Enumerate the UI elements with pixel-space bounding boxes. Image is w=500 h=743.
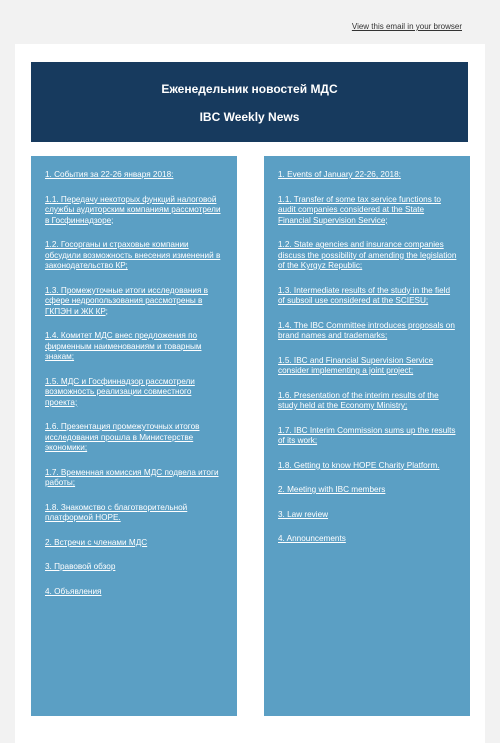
toc-item[interactable] <box>45 587 225 598</box>
toc-item[interactable] <box>278 534 458 545</box>
toc-item-link[interactable]: 2. Встречи с членами МДС <box>45 537 148 547</box>
toc-item[interactable] <box>45 170 225 181</box>
left-column-russian <box>31 156 237 716</box>
toc-item-link[interactable]: 4. Объявления <box>45 586 102 596</box>
toc-item-link[interactable]: 1.6. Presentation of the interim results of the study held at <box>278 390 439 410</box>
toc-item[interactable] <box>45 468 225 489</box>
toc-item-tail: Kyrgyz Republic; <box>298 261 363 270</box>
toc-item[interactable] <box>278 286 458 307</box>
toc-item-link[interactable]: 3. Law review <box>278 509 329 519</box>
toc-item[interactable] <box>45 331 225 363</box>
newsletter-header <box>31 62 468 142</box>
toc-item[interactable] <box>278 170 458 181</box>
right-column-english <box>264 156 470 716</box>
toc-item[interactable] <box>278 426 458 447</box>
toc-item-link[interactable]: 1.8. Getting to know HOPE Charity Platform. <box>278 460 440 470</box>
toc-item-tail: ГКПЭН и ЖК КР; <box>45 306 108 316</box>
toc-item-link[interactable]: 1.3. Intermediate results of the study in the field of subsoil use considered at the SCIESU; <box>278 285 451 305</box>
toc-item-tail: the Economy Ministry; <box>324 401 408 410</box>
toc-item-tail: Госфиннадзоре; <box>49 215 114 225</box>
toc-item-link[interactable]: 1.8. Знакомство с благотворительной платформой HOPE. <box>45 502 188 522</box>
toc-item-link[interactable]: 1.6. Презентация промежуточных итогов исследования прошла в <box>45 422 200 442</box>
toc-item-link[interactable]: 1.4. The IBC Committee introduces proposals on brand names and trademarks; <box>278 320 455 340</box>
toc-item-link[interactable]: 1.5. IBC and Financial Supervision Service consider implementing a joint project; <box>278 355 434 375</box>
toc-item[interactable] <box>278 321 458 342</box>
newsletter-card <box>15 44 485 743</box>
toc-item[interactable] <box>278 485 458 496</box>
toc-item-link[interactable]: 1.1. Transfer of some tax service functions to audit companies considered at the State Financial Supervision Service; <box>278 194 441 225</box>
toc-item-link[interactable]: 1.4. Комитет МДС внес предложения по фирменным наименованиям и товарным <box>45 331 202 351</box>
header-title-ru: Еженедельник новостей МДС <box>161 82 338 96</box>
toc-item[interactable] <box>45 377 225 409</box>
toc-item-link[interactable]: 1.5. МДС и Госфиннадзор рассмотрели возможность реализации совместного проекта; <box>45 376 195 407</box>
toc-item[interactable] <box>45 286 225 318</box>
toc-item[interactable] <box>278 461 458 472</box>
toc-item[interactable] <box>278 240 458 272</box>
toc-item-link[interactable]: 1. События за 22-26 января 2018: <box>45 170 174 179</box>
toc-item-link[interactable]: 1.3. Промежуточные итоги исследования в сфере недропользования рассмотрены в <box>45 285 209 305</box>
toc-item-link[interactable]: 1.1. Передачу некоторых функций налоговой службы аудиторским компаниям рассмотрели в <box>45 194 221 225</box>
toc-item-tail: знакам; <box>45 352 75 361</box>
toc-item-link[interactable]: 1.2. Госорганы и страховые компании обсудили возможность внесения изменений в <box>45 240 221 260</box>
toc-item-link[interactable]: 1.2. State agencies and insurance companies discuss the possibility of amending the legislation of the <box>278 240 457 270</box>
toc-item-link[interactable]: 3. Правовой обзор <box>45 562 116 571</box>
toc-item-tail: законодательство КР; <box>45 261 128 270</box>
view-in-browser-link[interactable]: View this email in your browser <box>351 22 462 31</box>
header-title-en: IBC Weekly News <box>199 110 300 124</box>
toc-item[interactable] <box>45 195 225 227</box>
toc-item[interactable] <box>45 422 225 454</box>
toc-item[interactable] <box>45 562 225 573</box>
toc-item-link[interactable]: 1.7. Временная комиссия МДС подвела итоги работы; <box>45 467 219 487</box>
toc-item[interactable] <box>278 195 458 227</box>
toc-item[interactable] <box>278 356 458 377</box>
toc-item-link[interactable]: 1. Events of January 22-26, 2018: <box>278 170 401 179</box>
toc-item-link[interactable]: 4. Announcements <box>278 534 346 543</box>
toc-item[interactable] <box>278 391 458 412</box>
toc-item[interactable] <box>45 503 225 524</box>
toc-item[interactable] <box>45 240 225 272</box>
toc-item-tail: Министерстве экономики; <box>45 432 194 452</box>
toc-item-link[interactable]: 2. Meeting with IBC members <box>278 485 386 494</box>
toc-item[interactable] <box>278 510 458 521</box>
toc-item-link[interactable]: 1.7. IBC Interim Commission sums up the results of its work; <box>278 425 456 445</box>
toc-item[interactable] <box>45 538 225 549</box>
